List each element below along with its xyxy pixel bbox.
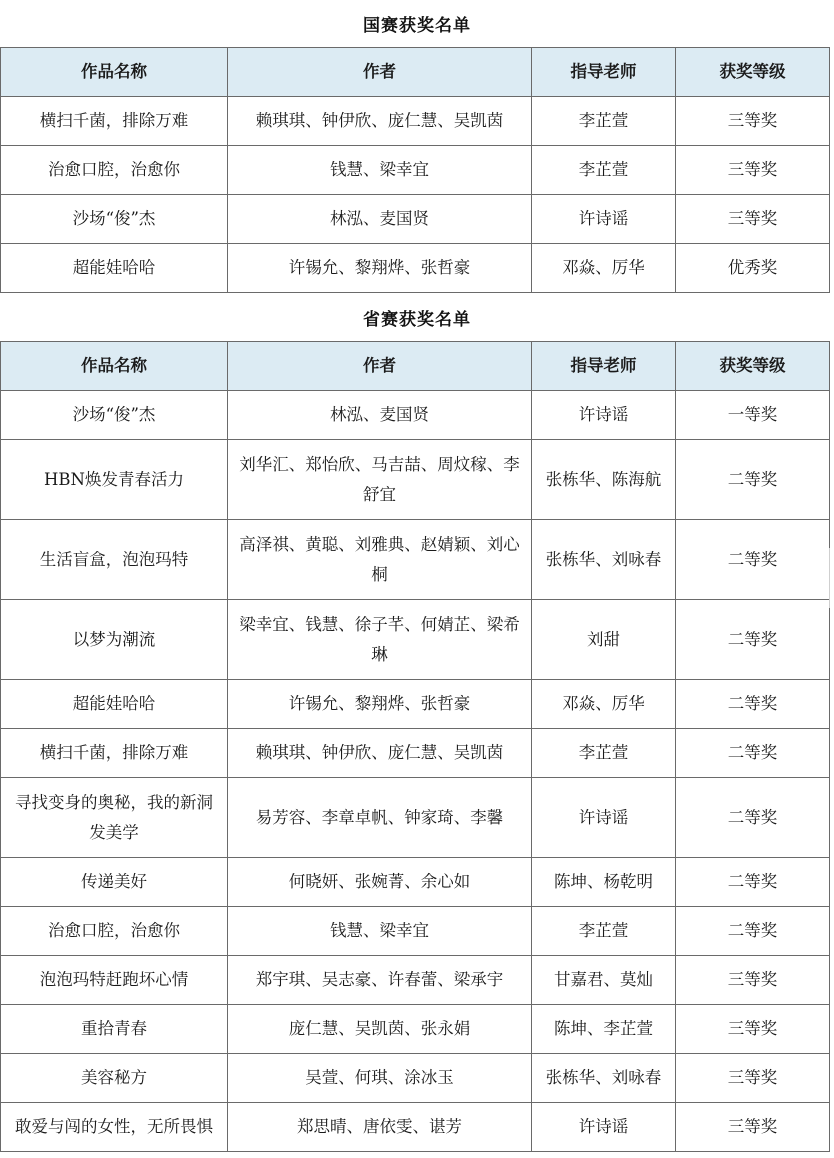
award-level-cell: 三等奖 <box>676 146 830 195</box>
advisors-cell: 张栋华、陈海航 <box>532 440 676 520</box>
table-row <box>1 600 830 680</box>
provincial-title: 省赛获奖名单 <box>363 310 471 330</box>
table-row <box>1 146 830 195</box>
advisors-cell: 甘嘉君、莫灿 <box>532 956 676 1005</box>
work-name-cell: 敢爱与闯的女性，无所畏惧 <box>1 1103 228 1152</box>
advisors-cell: 张栋华、刘咏春 <box>532 1054 676 1103</box>
advisors-cell: 陈坤、杨乾明 <box>532 858 676 907</box>
award-level-cell: 二等奖 <box>676 520 830 600</box>
header-award-level: 获奖等级 <box>676 48 830 97</box>
table-row <box>1 391 830 440</box>
advisors-cell: 李芷萱 <box>532 146 676 195</box>
advisors-cell: 李芷萱 <box>532 729 676 778</box>
advisors-cell: 刘甜 <box>532 600 676 680</box>
advisors-cell: 许诗谣 <box>532 1103 676 1152</box>
authors-cell: 赖琪琪、钟伊欣、庞仁慧、吴凯茵 <box>228 729 532 778</box>
award-level-cell: 二等奖 <box>676 680 830 729</box>
work-name-cell: 生活盲盒，泡泡玛特 <box>1 520 228 600</box>
advisors-cell: 许诗谣 <box>532 778 676 858</box>
award-level-cell: 优秀奖 <box>676 244 830 293</box>
authors-cell: 梁幸宜、钱慧、徐子芊、何婧芷、梁希琳 <box>228 600 532 680</box>
award-level-cell: 三等奖 <box>676 1054 830 1103</box>
authors-cell: 赖琪琪、钟伊欣、庞仁慧、吴凯茵 <box>228 97 532 146</box>
advisors-cell: 许诗谣 <box>532 391 676 440</box>
work-name-cell: 传递美好 <box>1 858 228 907</box>
work-name-cell: 沙场“俊”杰 <box>1 391 228 440</box>
provincial-award-table <box>0 341 830 1152</box>
work-name-cell: 以梦为潮流 <box>1 600 228 680</box>
award-level-cell: 二等奖 <box>676 778 830 858</box>
advisors-cell: 李芷萱 <box>532 97 676 146</box>
page-edge-mark <box>829 548 834 608</box>
award-level-cell: 三等奖 <box>676 97 830 146</box>
table-row <box>1 729 830 778</box>
work-name-cell: 超能娃哈哈 <box>1 244 228 293</box>
table-row <box>1 680 830 729</box>
work-name-cell: 横扫千菌，排除万难 <box>1 97 228 146</box>
table-row <box>1 97 830 146</box>
header-advisors: 指导老师 <box>532 48 676 97</box>
header-authors: 作者 <box>228 48 532 97</box>
authors-cell: 高泽祺、黄聪、刘雅典、赵婧颖、刘心桐 <box>228 520 532 600</box>
authors-cell: 钱慧、梁幸宜 <box>228 146 532 195</box>
authors-cell: 郑思晴、唐依雯、谌芳 <box>228 1103 532 1152</box>
national-title: 国赛获奖名单 <box>363 16 471 36</box>
advisors-cell: 李芷萱 <box>532 907 676 956</box>
table-header-row <box>1 48 830 97</box>
table-row <box>1 440 830 520</box>
advisors-cell: 邓焱、厉华 <box>532 244 676 293</box>
work-name-cell: 寻找变身的奥秘，我的新洞发美学 <box>1 778 228 858</box>
advisors-cell: 许诗谣 <box>532 195 676 244</box>
header-advisors: 指导老师 <box>532 342 676 391</box>
authors-cell: 庞仁慧、吴凯茵、张永娟 <box>228 1005 532 1054</box>
award-level-cell: 三等奖 <box>676 956 830 1005</box>
table-row <box>1 858 830 907</box>
authors-cell: 易芳容、李章卓帆、钟家琦、李馨 <box>228 778 532 858</box>
advisors-cell: 陈坤、李芷萱 <box>532 1005 676 1054</box>
work-name-cell: 超能娃哈哈 <box>1 680 228 729</box>
table-row <box>1 778 830 858</box>
table-row <box>1 244 830 293</box>
award-level-cell: 二等奖 <box>676 907 830 956</box>
authors-cell: 许锡允、黎翔烨、张哲豪 <box>228 244 532 293</box>
table-row <box>1 1103 830 1152</box>
award-level-cell: 二等奖 <box>676 600 830 680</box>
header-authors: 作者 <box>228 342 532 391</box>
table-row <box>1 956 830 1005</box>
table-row <box>1 907 830 956</box>
advisors-cell: 张栋华、刘咏春 <box>532 520 676 600</box>
award-level-cell: 三等奖 <box>676 1005 830 1054</box>
work-name-cell: HBN焕发青春活力 <box>1 440 228 520</box>
authors-cell: 林泓、麦国贤 <box>228 195 532 244</box>
work-name-cell: 泡泡玛特赶跑坏心情 <box>1 956 228 1005</box>
authors-cell: 吴萱、何琪、涂冰玉 <box>228 1054 532 1103</box>
award-level-cell: 三等奖 <box>676 195 830 244</box>
award-level-cell: 二等奖 <box>676 858 830 907</box>
table-row <box>1 520 830 600</box>
authors-cell: 钱慧、梁幸宜 <box>228 907 532 956</box>
authors-cell: 刘华汇、郑怡欣、马吉喆、周炆稼、李舒宜 <box>228 440 532 520</box>
advisors-cell: 邓焱、厉华 <box>532 680 676 729</box>
award-level-cell: 二等奖 <box>676 440 830 520</box>
work-name-cell: 治愈口腔，治愈你 <box>1 907 228 956</box>
work-name-cell: 横扫千菌，排除万难 <box>1 729 228 778</box>
table-header-row <box>1 342 830 391</box>
header-work-name: 作品名称 <box>1 48 228 97</box>
table-row <box>1 1054 830 1103</box>
authors-cell: 郑宇琪、吴志豪、许春蕾、梁承宇 <box>228 956 532 1005</box>
table-row <box>1 195 830 244</box>
table-row <box>1 1005 830 1054</box>
header-award-level: 获奖等级 <box>676 342 830 391</box>
award-level-cell: 二等奖 <box>676 729 830 778</box>
work-name-cell: 治愈口腔，治愈你 <box>1 146 228 195</box>
header-work-name: 作品名称 <box>1 342 228 391</box>
national-award-table <box>0 47 830 293</box>
work-name-cell: 重拾青春 <box>1 1005 228 1054</box>
authors-cell: 何晓妍、张婉菁、余心如 <box>228 858 532 907</box>
work-name-cell: 美容秘方 <box>1 1054 228 1103</box>
award-level-cell: 一等奖 <box>676 391 830 440</box>
award-level-cell: 三等奖 <box>676 1103 830 1152</box>
work-name-cell: 沙场“俊”杰 <box>1 195 228 244</box>
authors-cell: 许锡允、黎翔烨、张哲豪 <box>228 680 532 729</box>
authors-cell: 林泓、麦国贤 <box>228 391 532 440</box>
